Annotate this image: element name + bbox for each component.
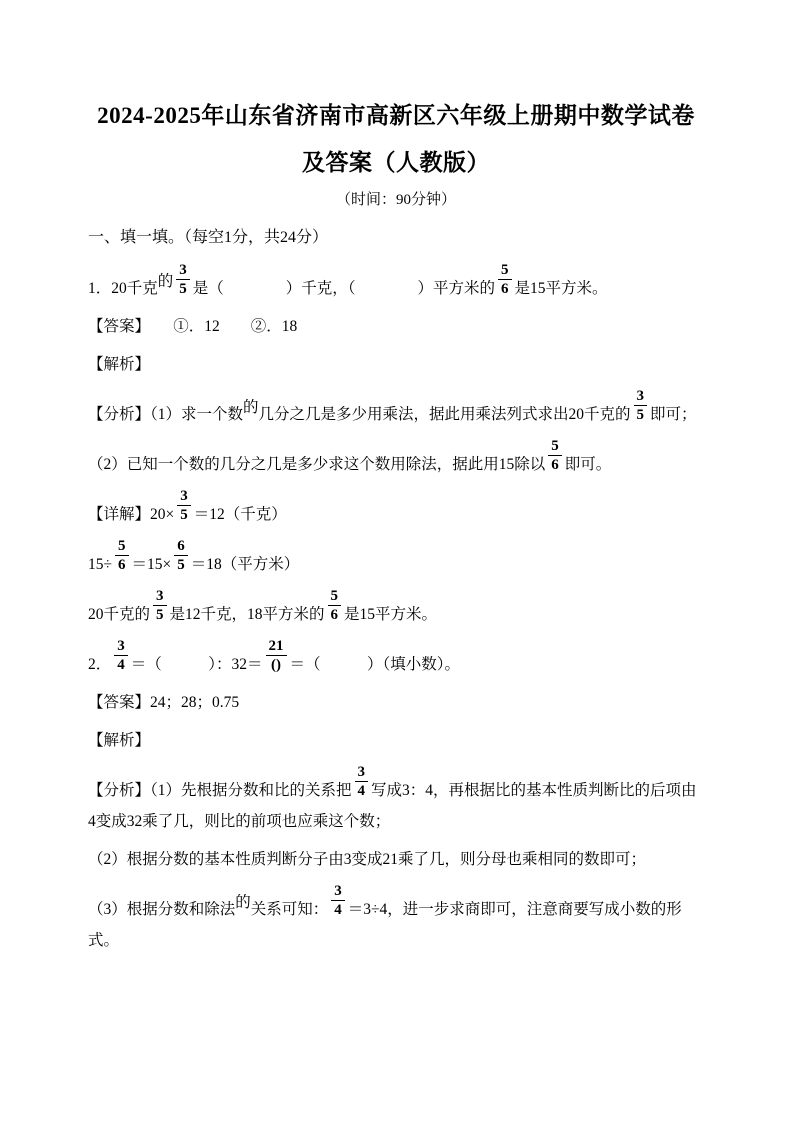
- fraction: [634, 387, 648, 424]
- text-run: ＝18（平方米）: [190, 556, 300, 574]
- text-run: 【详解】20×: [88, 506, 175, 524]
- fraction-numerator: 21: [266, 637, 287, 656]
- text-run: ＝15×: [131, 556, 172, 574]
- text-run: 【分析】（1）求一个数: [88, 406, 244, 424]
- fraction-numerator: 5: [115, 537, 129, 556]
- fraction-denominator: 5: [180, 507, 188, 524]
- section-heading-fill-in: [88, 222, 704, 254]
- fraction: [328, 587, 342, 624]
- fraction-denominator: 4: [334, 902, 342, 919]
- analysis-2-part-2: [88, 844, 704, 875]
- text-run: 【解析】: [88, 356, 151, 374]
- fraction-numerator: 5: [498, 261, 512, 280]
- text-run: 【答案】 ①．12 ②．18: [88, 318, 298, 336]
- text-run: 关系可知：: [250, 901, 329, 919]
- text-run: 是12千克，18平方米的: [169, 606, 325, 624]
- fraction-denominator: 6: [330, 607, 339, 624]
- raised-char: 的: [243, 399, 259, 417]
- text-run: 一、填一填。（每空1分，共24分）: [88, 229, 329, 247]
- exam-title-line-1: 2024-2025年山东省济南市高新区六年级上册期中数学试卷: [97, 103, 695, 128]
- detail-1-line-3: [88, 587, 704, 630]
- question-2: [88, 637, 704, 680]
- detail-1-line-2: [88, 537, 704, 580]
- fraction-numerator: 6: [174, 537, 188, 556]
- analysis-label-2: [88, 725, 704, 756]
- text-run: （2）已知一个数的几分之几是多少求这个数用除法，据此用15除以: [88, 456, 546, 474]
- answer-2: [88, 687, 704, 718]
- analysis-2-part-3: [88, 882, 704, 956]
- fraction-numerator: 3: [634, 387, 648, 406]
- fraction-denominator: 4: [117, 657, 125, 674]
- text-run: ＝12（千克）: [193, 506, 287, 524]
- fraction-denominator: (): [271, 657, 282, 674]
- text-run: 即可；: [650, 406, 697, 424]
- fraction: [174, 537, 188, 574]
- text-run: 即可。: [564, 456, 612, 474]
- fraction-denominator: 6: [118, 557, 126, 574]
- question-1: [88, 261, 704, 304]
- text-run: 【解析】: [88, 732, 151, 750]
- text-run: 是（ ）千克，（ ）平方米的: [192, 280, 496, 298]
- analysis-label-1: [88, 349, 704, 380]
- text-run: 1．20千克: [88, 280, 158, 298]
- exam-content: [88, 222, 704, 956]
- text-run: （3）根据分数和除法: [88, 901, 236, 919]
- text-run: 【分析】（1）先根据分数和比的关系把: [88, 782, 352, 800]
- fraction-denominator: 4: [357, 783, 366, 800]
- raised-char: 的: [235, 894, 251, 912]
- text-run: 15÷: [88, 556, 113, 574]
- fraction: [355, 763, 369, 800]
- exam-title-line-2: 及答案（人教版）: [302, 150, 490, 176]
- fraction-numerator: 3: [114, 637, 128, 656]
- text-run: 写成3：4，再根据比的基本性质判断比的后项由4变成32乘了几，则比的前项也应乘这个数；: [88, 782, 697, 831]
- fraction: [498, 261, 512, 298]
- fraction-numerator: 5: [548, 437, 562, 456]
- fraction-numerator: 5: [328, 587, 342, 606]
- exam-time-limit: （时间：90分钟）: [335, 192, 456, 209]
- text-run: 几分之几是多少用乘法，据此用乘法列式求出20千克的: [258, 406, 631, 424]
- fraction: [114, 637, 128, 674]
- text-run: 是15平方米。: [344, 606, 438, 624]
- fraction-numerator: 3: [331, 882, 345, 901]
- fraction-denominator: 5: [177, 557, 185, 574]
- text-run: ＝（ ）（填小数）。: [289, 656, 461, 674]
- fraction-denominator: 6: [551, 457, 559, 474]
- fraction-numerator: 3: [176, 261, 190, 280]
- fraction-numerator: 3: [153, 587, 167, 606]
- text-run: 2．: [88, 656, 112, 674]
- fraction: [176, 261, 190, 298]
- analysis-1-part-2: [88, 437, 704, 480]
- fraction: [115, 537, 129, 574]
- fraction-denominator: 6: [501, 281, 509, 298]
- fraction-denominator: 5: [156, 607, 164, 624]
- detail-1-line-1: [88, 487, 704, 530]
- fraction-denominator: 5: [179, 281, 187, 298]
- fraction-numerator: 3: [177, 487, 191, 506]
- fraction: [548, 437, 562, 474]
- text-run: 【答案】24；28；0.75: [88, 694, 240, 712]
- text-run: 20千克的: [88, 606, 151, 624]
- text-run: （2）根据分数的基本性质判断分子由3变成21乘了几，则分母也乘相同的数即可；: [88, 851, 647, 869]
- answer-1: [88, 311, 704, 342]
- fraction: [266, 637, 287, 674]
- text-run: 是15平方米。: [514, 280, 608, 298]
- fraction: [177, 487, 191, 524]
- analysis-1-part-1: [88, 387, 704, 430]
- fraction: [331, 882, 345, 919]
- fraction-denominator: 5: [636, 407, 645, 424]
- raised-char: 的: [157, 273, 174, 291]
- analysis-2-part-1: [88, 763, 704, 837]
- text-run: ＝3÷4，进一步求商即可，注意商要写成小数的形式。: [88, 901, 682, 950]
- text-run: ＝（ ）：32＝: [130, 656, 263, 674]
- fraction-numerator: 3: [355, 763, 369, 782]
- fraction: [153, 587, 167, 624]
